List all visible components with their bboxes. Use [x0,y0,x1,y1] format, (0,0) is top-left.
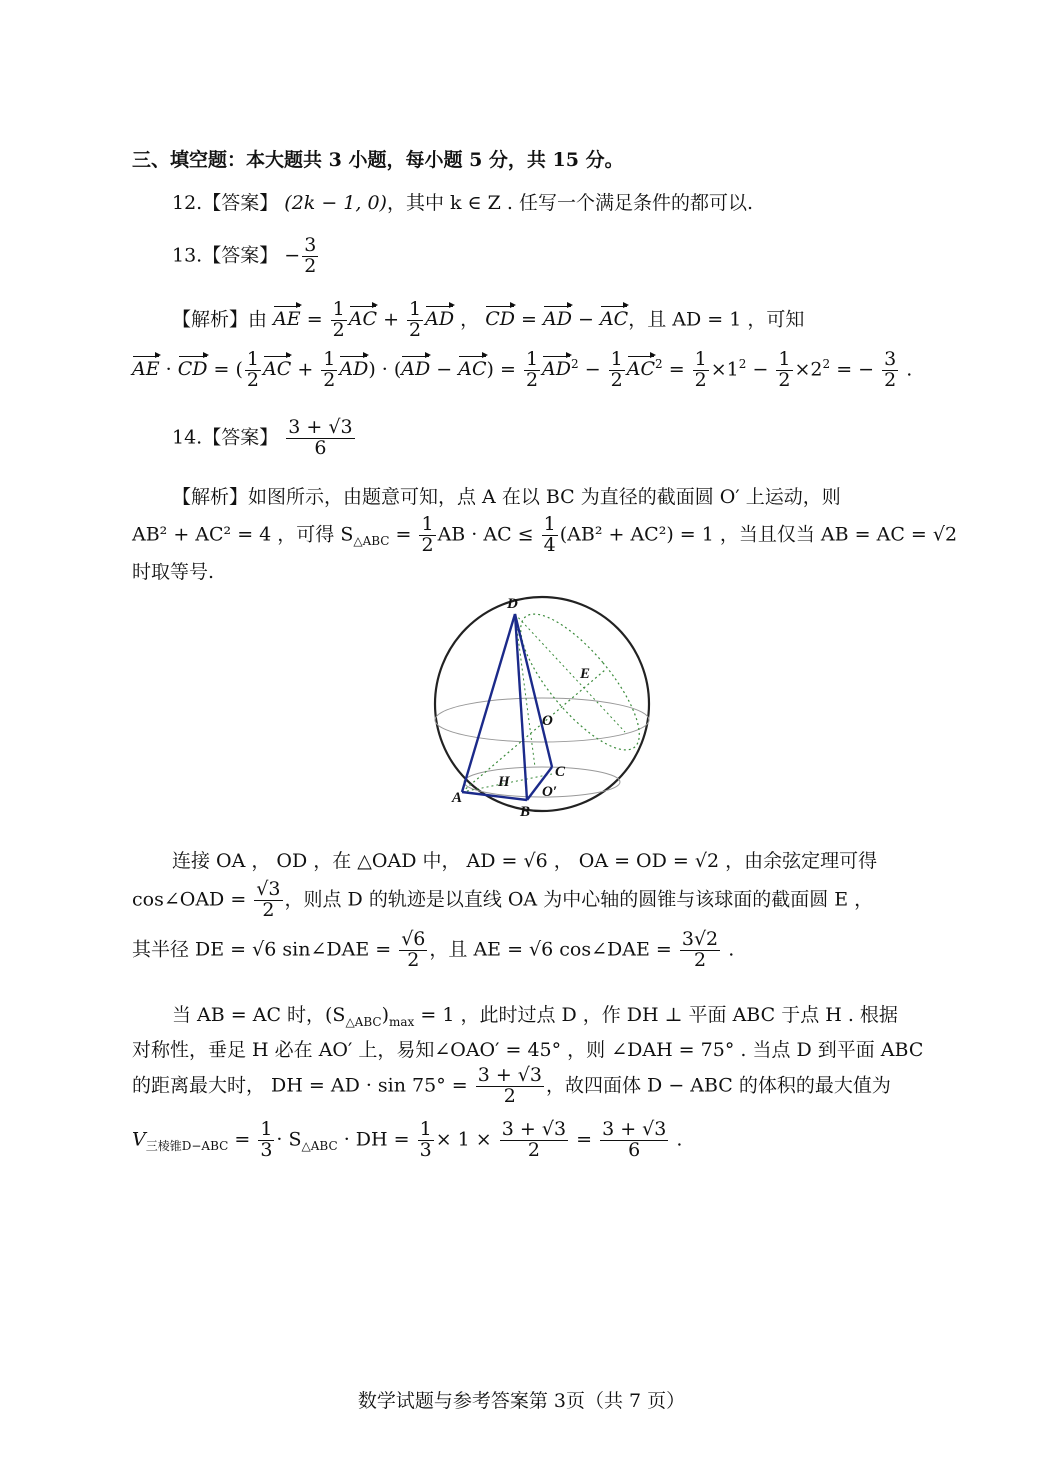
q14-analysis-line2: AB² + AC² = 4 ，可得 $S_{\triangle ABC}$ = $\frac{1}{2}$ AB · AC ≤ $\frac{1}{4}$ (AB² + AC²) = 1 ，当且仅当 AB = AC = √2 [132,513,958,556]
q13-analysis-line2: AE · CD = ( $\frac{1}{2}$ AC + $\frac{1}{2}$ AD) · (AD − AC) = $\frac{1}{2}$ $AD^2$ − $\frac{1}{2}$ $AC^2$ = $\frac{1}{2}$ $\times 1^2$ − $\frac{1}{2}$ $\times 2^2$ = − $\frac{3}{2}$ . [132,348,913,391]
p2-cos-lead: cos∠OAD = [132,888,247,911]
label-E: E [580,666,591,682]
q14-analysis-text: 如图所示，由题意可知，点 A 在以 BC 为直径的截面圆 O′ 上运动，则 [248,486,841,508]
cone-edge [515,614,625,732]
p3-line3-den: 2 [503,1084,516,1107]
label-D: D [507,596,518,612]
p2-line3: 其半径 DE = √6 sin∠DAE = $\frac{√6}{2}$ ，且 AE = √6 cos∠DAE = $\frac{3√2}{2}$ . [132,928,735,971]
half-fraction [407,300,423,341]
p3-line1-a: 当 AB = AC 时，(S [172,1004,346,1026]
label-A: A [452,790,463,806]
page-footer: 数学试题与参考答案第 3页（共 7 页） [357,1390,686,1412]
p3-line1-max: max [389,1014,415,1029]
half-num: 1 [409,298,422,320]
p4-third-num: 1 [260,1118,273,1140]
p4-eq2: = [576,1128,593,1151]
half-num: 1 [332,298,345,320]
p4-volume-line: $V_{三棱锥D-ABC}$ = $\frac{1}{3}$ · $S_{\triangle ABC}$ · DH = $\frac{1}{3}$ × 1 × $\frac{3 + √3}{2}$ = $\frac{3 + √3}{6}$ . [132,1118,683,1161]
q14-answer-line [172,418,357,459]
q12-answer: (2k − 1, 0) [284,192,387,214]
p2-line3-num2: 3√2 [681,928,719,950]
q13-given-tail: ，且 AD = 1 ，可知 [628,308,805,331]
q14-line2-c: (AB² + AC²) = 1 ，当且仅当 AB = AC = √2 [559,523,958,546]
p2-line1: 连接 OA ， OD ，在 △OAD 中， AD = √6 ， OA = OD = √2 ，由余弦定理可得 [172,850,878,872]
q12-line [172,188,753,215]
q14-answer-tag: 【答案】 [202,426,279,449]
q12-answer-tag: 【答案】 [202,192,279,214]
vec-AD: AD [425,308,455,331]
half-fraction [331,300,347,341]
p4-V-sub: 三棱锥D−ABC [145,1139,229,1154]
p3-line3-a: 的距离最大时， DH = AD · sin 75° = [132,1074,468,1097]
p4-den: 2 [527,1138,540,1161]
q14-analysis-line3: 时取等号. [132,561,215,583]
q13-answer-tag: 【答案】 [202,244,279,267]
q13-analysis-line1: 【解析】由 AE = $\frac{1}{2}$ AC + $\frac{1}{2}$ AD ， CD = AD − AC，且 AD = 1 ，可知 [172,298,805,341]
label-O: O [542,713,553,729]
p4-c: · DH = [343,1128,410,1151]
q14-line2-a: AB² + AC² = 4 ，可得 S [132,523,354,546]
section-heading: 三、填空题：本大题共 3 小题，每小题 5 分，共 15 分。 [132,149,624,171]
q13-answer-sign: − [284,244,301,267]
p2-line2 [132,880,873,921]
p3-line3 [132,1066,891,1107]
label-B: B [520,804,531,820]
p3-line2: 对称性，垂足 H 必在 AO′ 上，易知∠OAO′ = 45° ，则 ∠DAH = 75° . 当点 D 到平面 ABC [132,1039,924,1061]
p4-eq1: = [234,1128,251,1151]
q14-analysis-tag: 【解析】 [172,486,249,508]
q14-number: 14. [172,426,203,449]
q14-answer-num: 3 + √3 [288,416,353,438]
p4-d: × 1 × [435,1128,492,1151]
hidden-edge [515,614,535,767]
q13-analysis-lead: 由 [248,308,268,331]
p4-res-num: 3 + √3 [602,1118,667,1140]
q14-answer-fraction [286,418,354,459]
q14-line2-b: AB · AC ≤ [437,523,534,546]
p2-line3-den1: 2 [407,948,420,971]
q13-analysis-tag: 【解析】 [172,308,249,331]
p2-cos-num: √3 [256,878,281,900]
vec-CD: CD [485,308,515,331]
label-O-prime: O′ [542,784,558,800]
vec-AC: AC [599,308,629,331]
p3-line1-sub: △ABC [345,1014,382,1029]
vec-AC: AC [348,308,378,331]
p4-b-sub: △ABC [301,1139,338,1154]
half-den: 2 [409,318,422,341]
p2-cos-fraction [254,880,282,921]
q13-answer-den: 2 [304,254,317,277]
q14-analysis-line1 [172,482,841,509]
p2-cos-den: 2 [262,898,275,921]
q12-number: 12. [172,192,203,214]
p2-line3-a: 其半径 DE = √6 sin∠DAE = [132,938,392,961]
q13-answer-fraction [302,236,318,277]
edge-DA [462,614,515,792]
p3-line1-b: = 1 ，此时过点 D ，作 DH ⊥ 平面 ABC 于点 H . 根据 [420,1004,898,1026]
q13-answer-num: 3 [304,234,317,256]
vec-AE: AE [273,308,301,331]
label-C: C [555,764,566,780]
half-den: 2 [332,318,345,341]
p2-line3-den2: 2 [693,948,707,971]
p2-line3-num1: √6 [401,928,426,950]
p4-third-num: 1 [419,1118,432,1140]
q12-rest: ，其中 k ∈ Z . 任写一个满足条件的都可以. [386,192,754,214]
q14-sub-abc: △ABC [353,534,390,549]
p4-res-den: 6 [628,1138,641,1161]
q14-answer-den: 6 [314,436,327,459]
p4-b: · S [276,1128,302,1151]
p3-line3-b: ，故四面体 D − ABC 的体积的最大值为 [546,1074,891,1097]
label-H: H [498,774,510,790]
q13-number: 13. [172,244,203,267]
p3-line3-num: 3 + √3 [477,1064,542,1086]
p4-third-den: 3 [260,1138,273,1161]
sphere-tetrahedron-figure [430,592,660,824]
p2-line2-tail: ，则点 D 的轨迹是以直线 OA 为中心轴的圆锥与该球面的截面圆 E ， [284,888,874,911]
vec-AD: AD [542,308,572,331]
p4-V: V [132,1128,146,1151]
p2-line3-b: ，且 AE = √6 cos∠DAE = [429,938,672,961]
q13-answer-line [172,236,320,277]
p4-num: 3 + √3 [501,1118,567,1140]
p3-line1: 当 AB = AC 时，$(S_{\triangle ABC})_{max} = 1$ ，此时过点 D ，作 DH ⊥ 平面 ABC 于点 H . 根据 [172,1004,898,1029]
p4-third-den: 3 [419,1138,432,1161]
